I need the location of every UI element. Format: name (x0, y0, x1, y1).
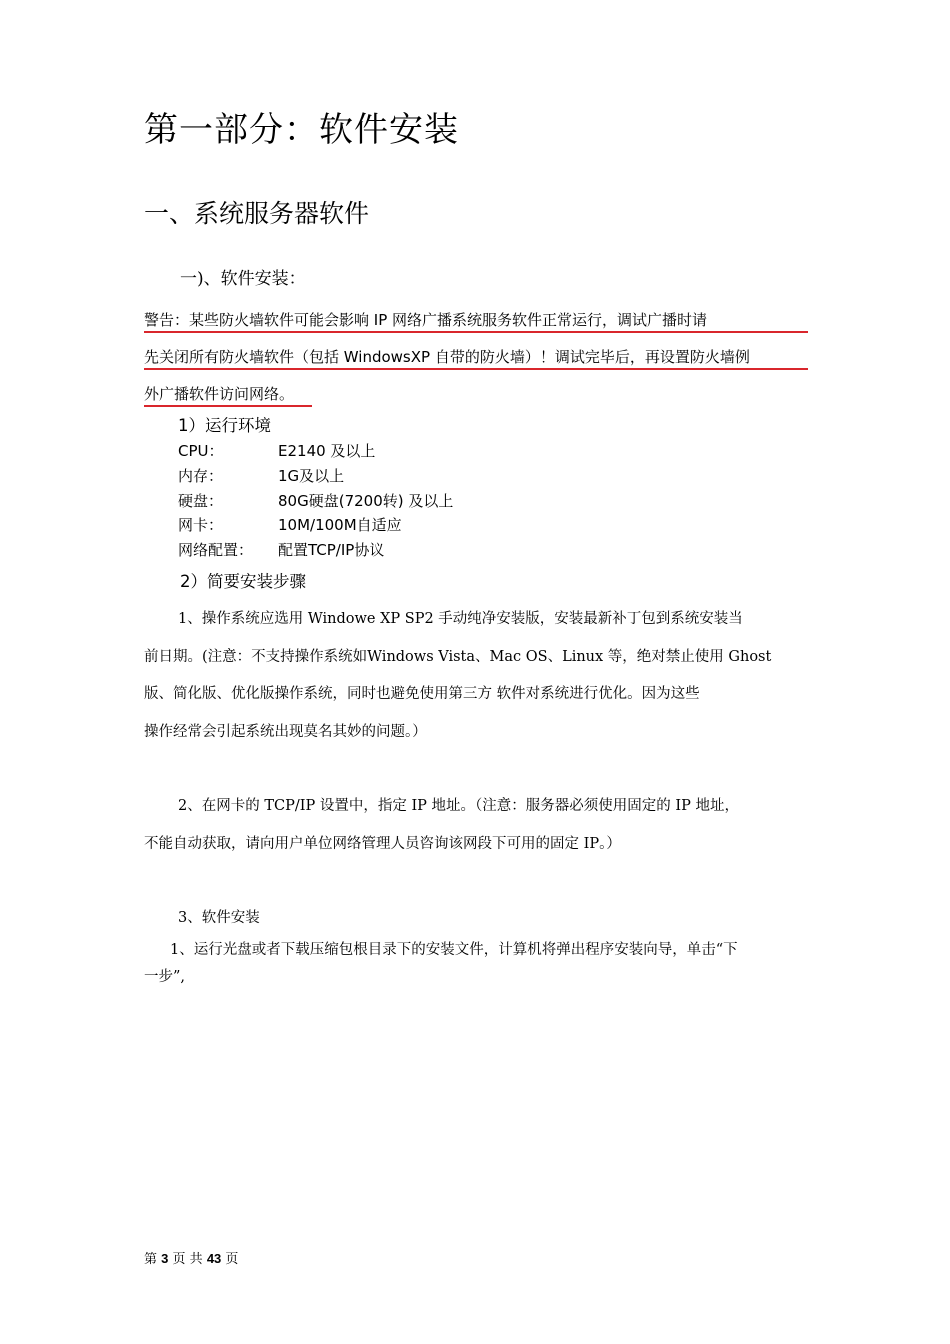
env-value: 10M/100M自适应 (278, 516, 402, 534)
env-label: 网卡： (178, 516, 224, 534)
section-heading: 一、系统服务器软件 (144, 199, 370, 228)
subsection-heading: 一)、软件安装： (180, 269, 306, 289)
env-label: 网络配置： (178, 541, 254, 559)
env-label: 硬盘： (178, 492, 224, 510)
page-footer (144, 1248, 238, 1267)
warning-line-3: 外广播软件访问网络。 (144, 383, 312, 407)
env-value: 1G及以上 (278, 467, 345, 485)
page-title: 第一部分：软件安装 (144, 110, 459, 150)
footer-mid: 页 共 (172, 1252, 203, 1267)
text-line: 2、在网卡的 TCP/IP 设置中，指定 IP 地址。（注意：服务器必须使用固定的 IP 地址， (178, 798, 739, 814)
text-line: 一步”, (144, 969, 186, 985)
warning-line-2: 先关闭所有防火墙软件（包括 WindowsXP 自带的防火墙）！调试完毕后，再设置防火墙例 (144, 346, 808, 370)
env-value: 80G硬盘(7200转) 及以上 (278, 492, 454, 510)
footer-total-pages: 43 (206, 1251, 222, 1266)
text-line: 操作经常会引起系统出现莫名其妙的问题。） (144, 724, 427, 740)
footer-suffix: 页 (225, 1252, 239, 1267)
env-label: CPU： (178, 442, 224, 460)
text-line: 前日期。(注意：不支持操作系统如Windows Vista、Mac OS、Linux 等，绝对禁止使用 Ghost (144, 649, 772, 665)
env-heading: 1）运行环境 (178, 416, 271, 435)
warning-line-1: 警告：某些防火墙软件可能会影响 IP 网络广播系统服务软件正常运行，调试广播时请 (144, 309, 808, 333)
text-line: 1、操作系统应选用 Windowe XP SP2 手动纯净安装版，安装最新补丁包到系统安装当 (178, 611, 743, 627)
env-label: 内存： (178, 467, 224, 485)
steps-heading: 2）简要安装步骤 (180, 572, 306, 591)
step-paragraph-3-heading: 3、软件安装 (178, 910, 260, 926)
text-line: 1、运行光盘或者下载压缩包根目录下的安装文件，计算机将弹出程序安装向导，单击“下 (170, 942, 738, 958)
env-value: E2140 及以上 (278, 442, 376, 460)
text-line: 版、简化版、优化版操作系统，同时也避免使用第三方 软件对系统进行优化。因为这些 (144, 686, 700, 702)
env-value: 配置TCP/IP协议 (278, 541, 385, 559)
footer-page-number: 3 (161, 1251, 169, 1266)
text-line: 不能自动获取，请向用户单位网络管理人员咨询该网段下可用的固定 IP。） (144, 836, 621, 852)
footer-prefix: 第 (144, 1252, 158, 1267)
